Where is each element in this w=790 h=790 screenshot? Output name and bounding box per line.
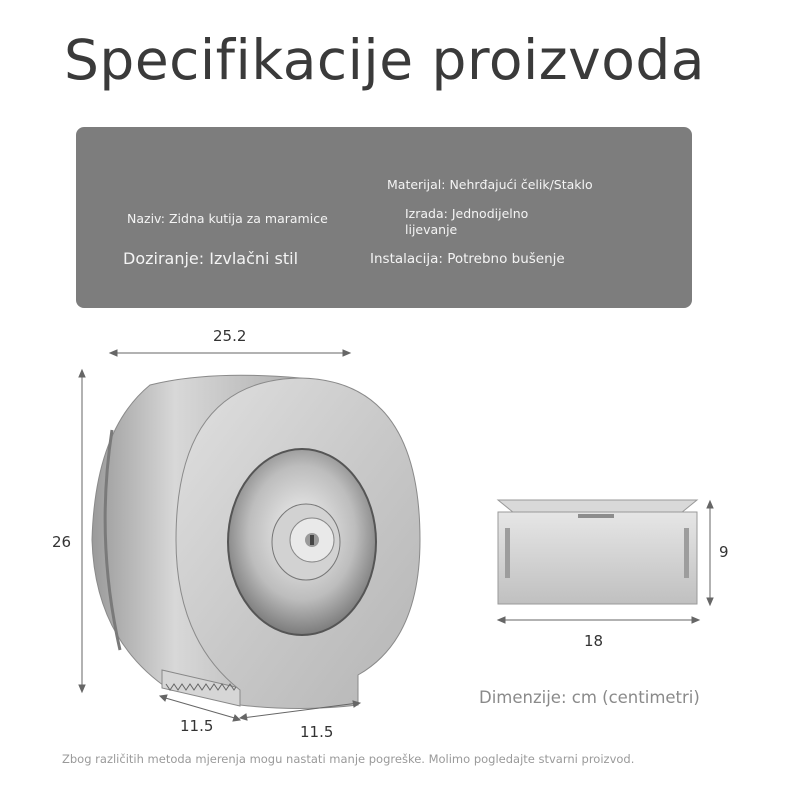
spec-name: Naziv: Zidna kutija za maramice [127,211,328,226]
dim-height-label: 26 [52,533,72,551]
dim-bracket-width-label: 18 [584,632,604,650]
spec-construction: Izrada: Jednodijelno lijevanje [405,206,529,237]
dispenser-body [92,375,420,708]
page-title: Specifikacije proizvoda [64,28,705,92]
spec-material: Materijal: Nehrđajući čelik/Staklo [387,177,593,192]
wall-bracket [498,500,697,604]
spec-installation: Instalacija: Potrebno bušenje [370,251,565,267]
dim-depth-left-label: 11.5 [180,717,214,735]
unit-note: Dimenzije: cm (centimetri) [479,688,700,707]
dim-bracket-height-label: 9 [719,543,729,561]
dim-depth-right-label: 11.5 [300,723,334,741]
spec-dispensing: Doziranje: Izvlačni stil [123,249,299,268]
dim-width-label: 25.2 [213,327,247,345]
disclaimer: Zbog različitih metoda mjerenja mogu nastati manje pogreške. Molimo pogledajte stvarni proizvod. [62,752,635,766]
